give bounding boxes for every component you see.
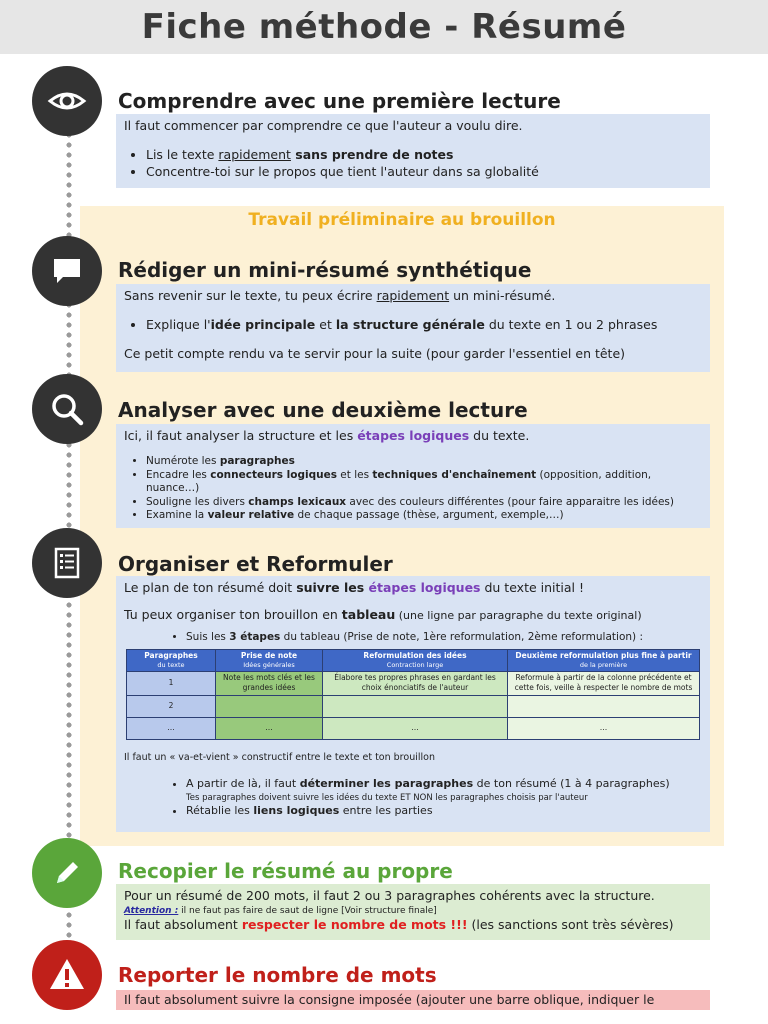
step5-attention: Attention : il ne faut pas faire de saut de ligne [Voir structure finale] — [124, 905, 437, 916]
step5-circle — [32, 838, 102, 908]
table-cell: … — [127, 717, 216, 739]
list-icon — [49, 545, 85, 581]
step4-title: Organiser et Reformuler — [118, 552, 393, 576]
table-cell: Note les mots clés et les grandes idées — [216, 671, 323, 695]
step5-line3: Il faut absolument respecter le nombre de mots !!! (les sanctions sont très sévères) — [124, 917, 674, 933]
step2-outro: Ce petit compte rendu va te servir pour la suite (pour garder l'essentiel en tête) — [124, 345, 626, 361]
table-header: Deuxième reformulation plus fine à partir de la première — [508, 649, 700, 671]
table-row — [127, 695, 700, 717]
table-cell: … — [323, 717, 508, 739]
step5-line1: Pour un résumé de 200 mots, il faut 2 ou 3 paragraphes cohérents avec la structure. — [124, 888, 655, 903]
step3-intro: Ici, il faut analyser la structure et les étapes logiques du texte. — [124, 428, 530, 443]
step3-bullet-2: • Encadre les connecteurs logiques et les techniques d'enchaînement (opposition, addition, nuance…) — [146, 469, 702, 496]
table-cell — [323, 695, 508, 717]
step3-circle — [32, 374, 102, 444]
step5-title: Recopier le résumé au propre — [118, 859, 453, 883]
table-cell: 2 — [127, 695, 216, 717]
step2-bullet-1: • Explique l'idée principale et la structure générale du texte en 1 ou 2 phrases — [146, 317, 702, 334]
step1-bullet-1: • Lis le texte rapidement sans prendre de notes — [146, 147, 702, 164]
table-header-row — [127, 649, 700, 671]
step3-bullet-1: • Numérote les paragraphes — [146, 455, 702, 469]
step4-bullet-1: • Suis les 3 étapes du tableau (Prise de note, 1ère reformulation, 2ème reformulation) : — [186, 630, 702, 644]
step6-title: Reporter le nombre de mots — [118, 963, 437, 987]
speech-bubble-icon — [49, 253, 85, 289]
step4-vaetvient: Il faut un « va-et-vient » constructif entre le texte et ton brouillon — [124, 751, 435, 763]
table-row — [127, 717, 700, 739]
step4-circle — [32, 528, 102, 598]
step3-box — [116, 424, 710, 528]
title-bar — [0, 0, 768, 54]
table-cell — [216, 695, 323, 717]
step5-box — [116, 884, 710, 940]
step4-note: Tes paragraphes doivent suivre les idées du texte ET NON les paragraphes choisis par l'auteur — [186, 793, 588, 804]
step4-intro: Le plan de ton résumé doit suivre les étapes logiques du texte initial ! — [124, 580, 584, 595]
preliminary-title: Travail préliminaire au brouillon — [248, 210, 556, 230]
magnifier-icon — [48, 390, 86, 428]
step1-box — [116, 114, 710, 188]
step1-title: Comprendre avec une première lecture — [118, 89, 561, 113]
step6-line1: Il faut absolument suivre la consigne imposée (ajouter une barre oblique, indiquer le — [124, 992, 655, 1007]
step2-title: Rédiger un mini-résumé synthétique — [118, 258, 532, 282]
table-cell: Reformule à partir de la colonne précédente et cette fois, veille à respecter le nombre de mots — [508, 671, 700, 695]
method-table — [126, 649, 700, 740]
eye-icon — [47, 81, 87, 121]
step1-bullet-2: • Concentre-toi sur le propos que tient l'auteur dans sa globalité — [146, 164, 702, 181]
step2-box — [116, 284, 710, 372]
step2-intro: Sans revenir sur le texte, tu peux écrire rapidement un mini-résumé. — [124, 288, 556, 303]
step3-bullet-4: • Examine la valeur relative de chaque passage (thèse, argument, exemple,…) — [146, 509, 702, 523]
table-cell: … — [508, 717, 700, 739]
step4-box — [116, 576, 710, 832]
table-row — [127, 671, 700, 695]
step3-bullet-3: • Souligne les divers champs lexicaux avec des couleurs différentes (pour faire apparaitre les idées) — [146, 496, 702, 510]
step6-box — [116, 990, 710, 1010]
step4-bullet-3: • Rétablie les liens logiques entre les parties — [186, 804, 702, 818]
page-title: Fiche méthode - Résumé — [141, 7, 627, 47]
table-header: Paragraphes du texte — [127, 649, 216, 671]
step4-bullet-2: • A partir de là, il faut déterminer les paragraphes de ton résumé (1 à 4 paragraphes) Tes paragraphes doivent suivre les idées du texte ET NON les paragraphes choisis par l'auteur — [186, 777, 702, 805]
table-header: Reformulation des idées Contraction large — [323, 649, 508, 671]
table-cell: 1 — [127, 671, 216, 695]
table-header: Prise de note Idées générales — [216, 649, 323, 671]
pencil-icon — [49, 855, 85, 891]
table-cell: … — [216, 717, 323, 739]
step4-tableau: Tu peux organiser ton brouillon en tableau (une ligne par paragraphe du texte original) — [124, 606, 642, 622]
step2-circle — [32, 236, 102, 306]
table-cell — [508, 695, 700, 717]
warning-icon — [47, 955, 87, 995]
step6-circle — [32, 940, 102, 1010]
step1-intro: Il faut commencer par comprendre ce que l'auteur a voulu dire. — [124, 118, 523, 133]
table-cell: Élabore tes propres phrases en gardant les choix énonciatifs de l'auteur — [323, 671, 508, 695]
step1-circle — [32, 66, 102, 136]
step3-title: Analyser avec une deuxième lecture — [118, 398, 528, 422]
